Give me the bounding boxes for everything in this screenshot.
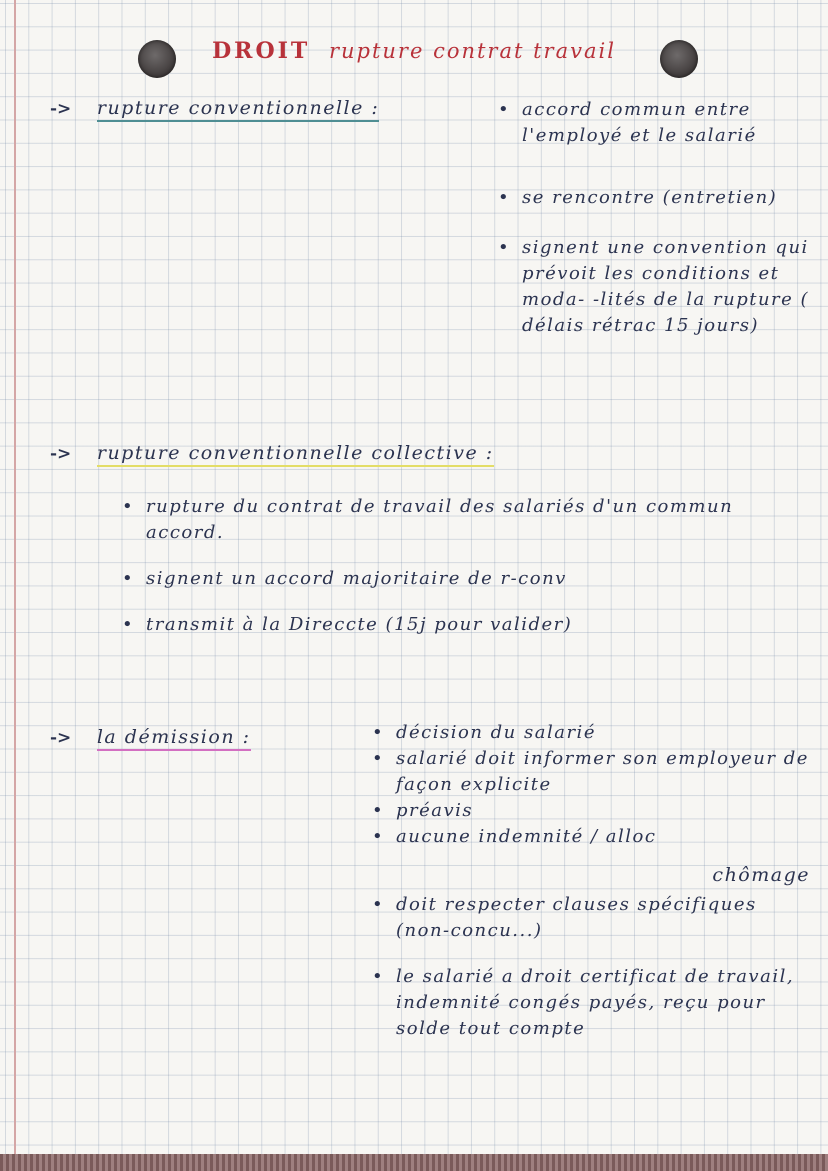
bullet-item: • se rencontre (entretien) (522, 185, 818, 211)
bullet-continuation: chômage (712, 864, 810, 886)
page-edge-band (0, 1154, 828, 1171)
section-3-bullets-cont (396, 892, 814, 1042)
section-1-bullets (522, 97, 818, 339)
bullet-item: • rupture du contrat de travail des salariés d'un commun accord. (146, 494, 786, 546)
heading-text: rupture conventionnelle collective : (97, 442, 494, 467)
arrow-icon: -> (50, 99, 72, 119)
bullet-item: • décision du salarié (396, 720, 814, 746)
section-rupture-conventionnelle-heading (50, 95, 379, 123)
heading-text: rupture conventionnelle : (97, 97, 379, 122)
bullet-item: • signent un accord majoritaire de r-conv (146, 566, 806, 592)
page-title (0, 38, 828, 64)
section-rupture-collective-heading (50, 440, 494, 468)
section-3-bullets (396, 720, 814, 850)
heading-text: la démission : (97, 726, 251, 751)
bullet-item: • aucune indemnité / alloc (396, 824, 814, 850)
arrow-icon: -> (50, 444, 72, 464)
bullet-item: • signent une convention qui prévoit les conditions et moda- -lités de la rupture ( délais rétrac 15 jours) (522, 235, 822, 339)
bullet-item: • transmit à la Direccte (15j pour valider) (146, 612, 806, 638)
margin-line (14, 0, 16, 1171)
bullet-item: • le salarié a droit certificat de travail, indemnité congés payés, reçu pour solde tout compte (396, 964, 814, 1042)
title-main: DROIT (212, 38, 311, 64)
title-subtitle: rupture contrat travail (328, 39, 616, 63)
bullet-item: • doit respecter clauses spécifiques (non-concu...) (396, 892, 814, 944)
bullet-item: • salarié doit informer son employeur de façon explicite (396, 746, 814, 798)
section-2-bullets (146, 494, 806, 638)
bullet-item: • préavis (396, 798, 814, 824)
bullet-item: • accord commun entre l'employé et le salarié (522, 97, 818, 149)
section-demission-heading (50, 724, 251, 752)
arrow-icon: -> (50, 728, 72, 748)
